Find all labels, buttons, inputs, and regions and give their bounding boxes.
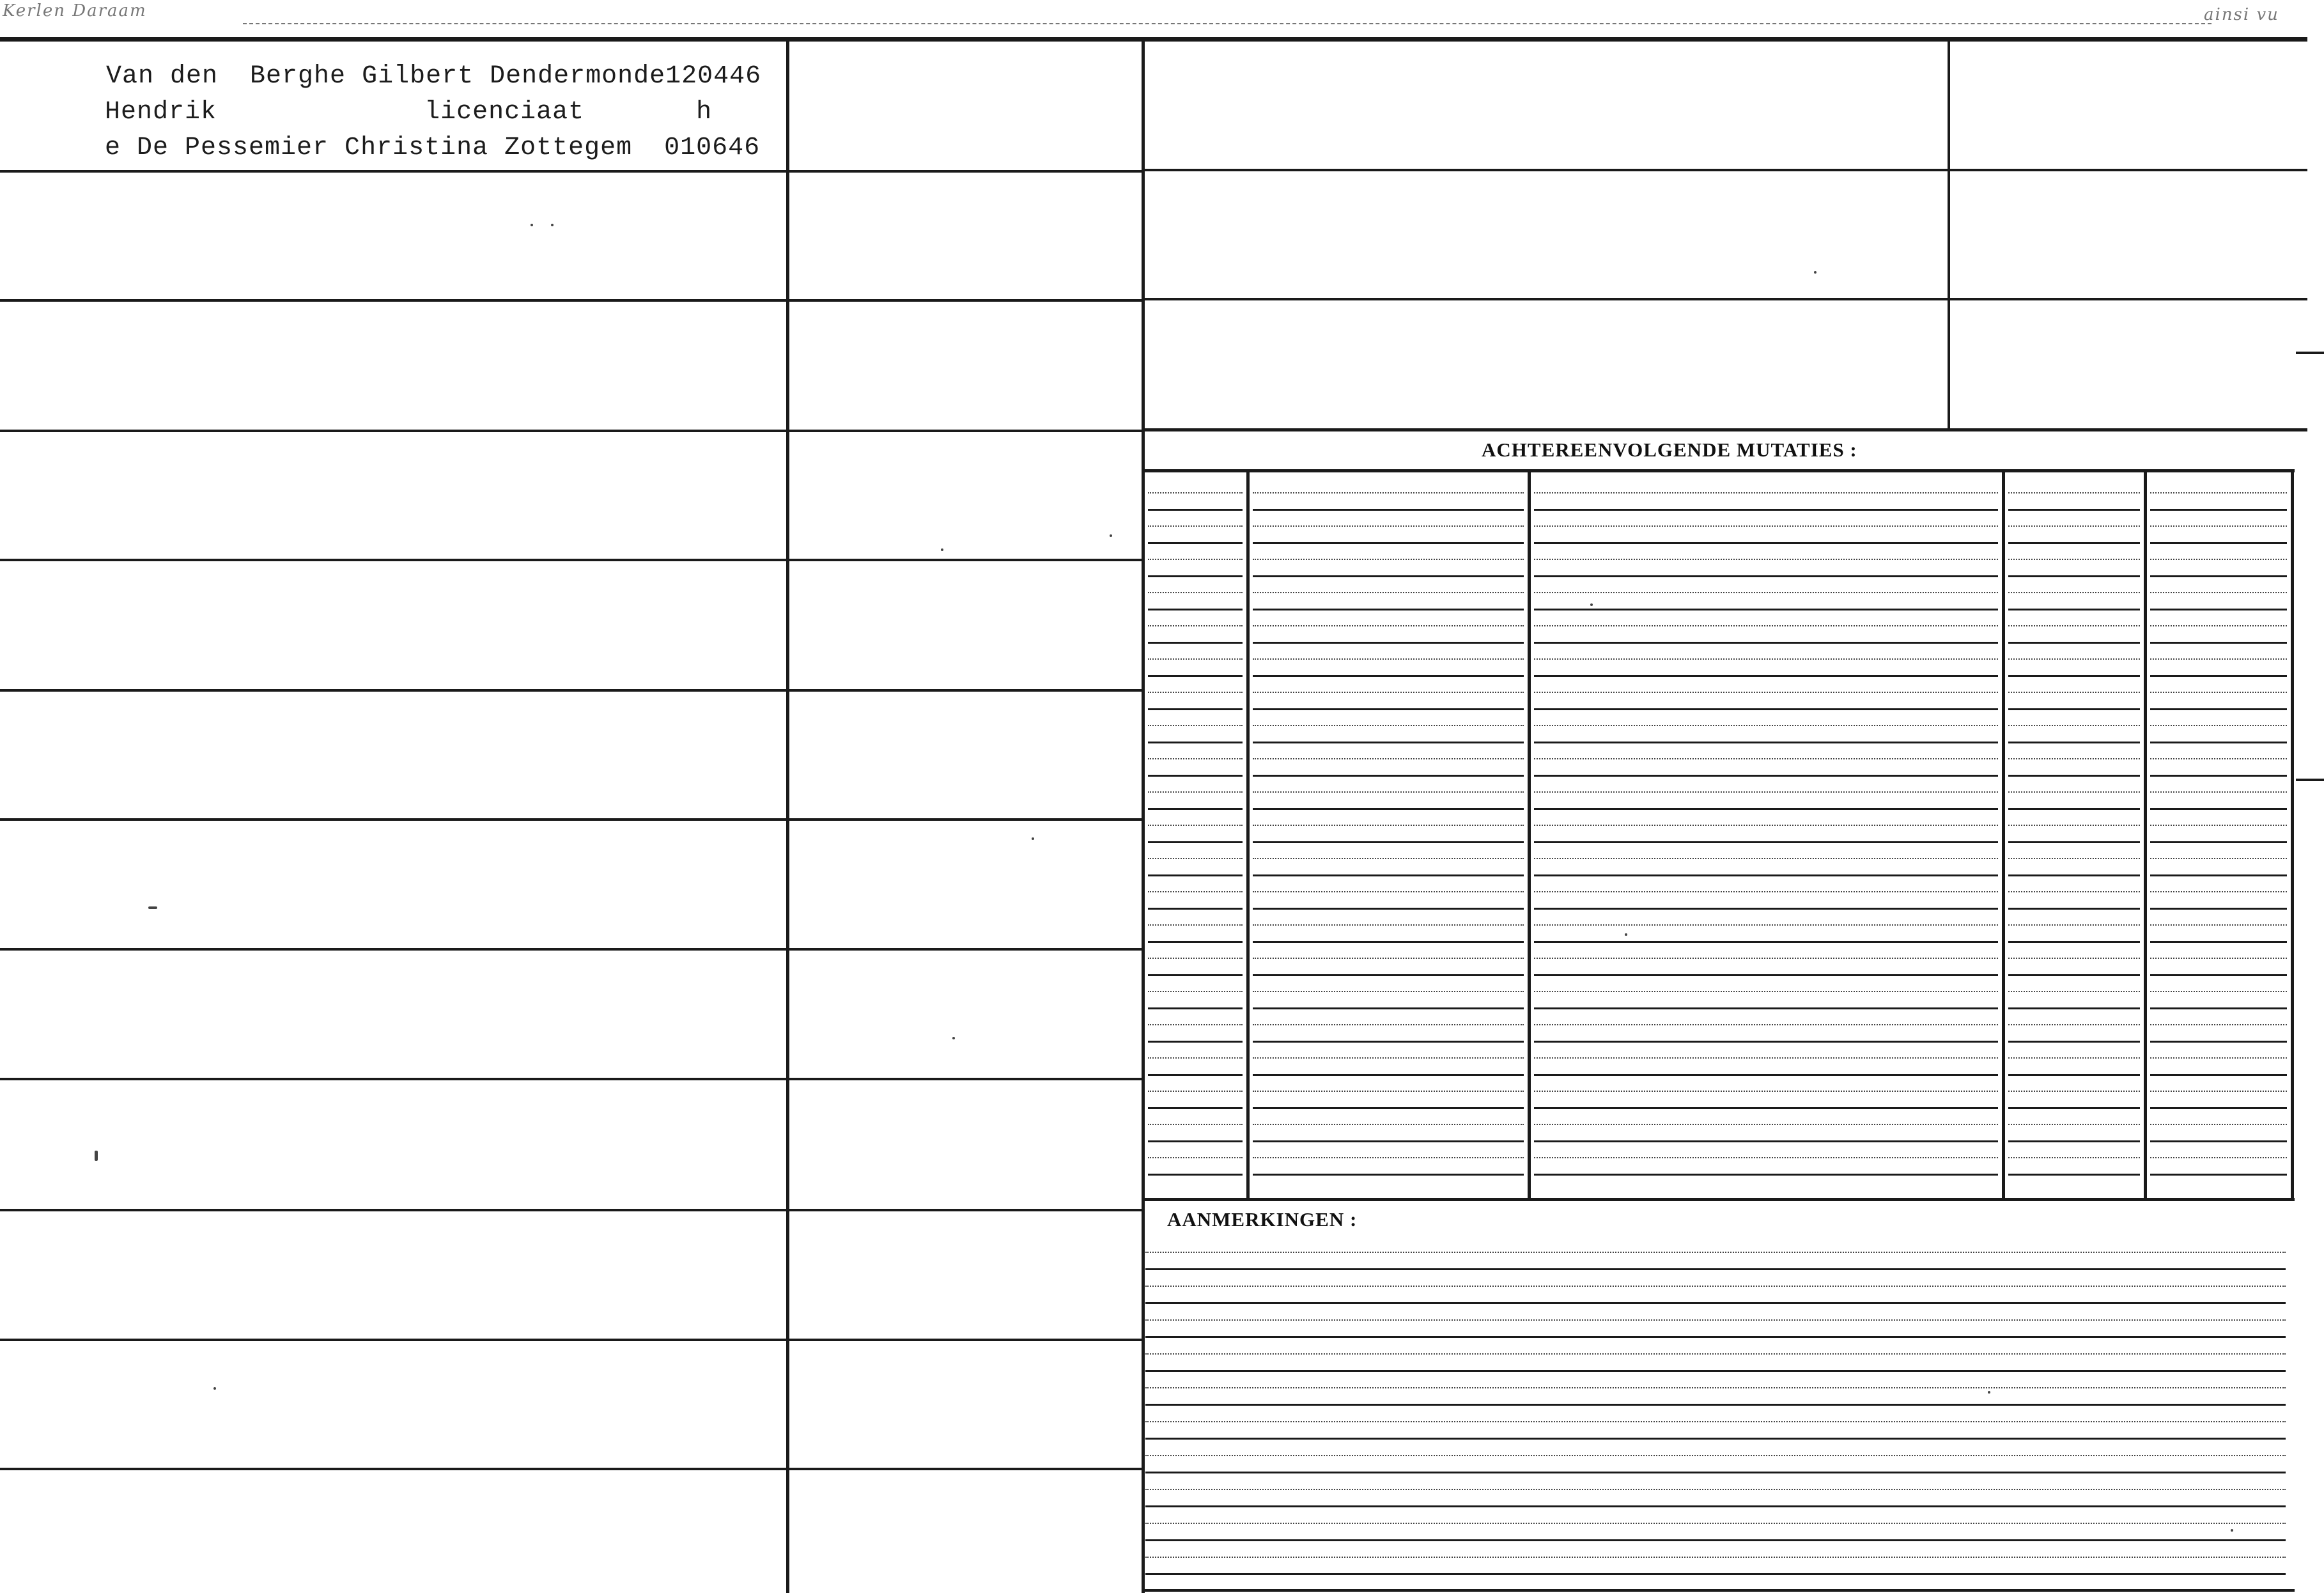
- mutations-row-rule: [1534, 941, 1998, 943]
- mutations-row-rule: [1253, 1157, 1524, 1158]
- mutations-row-rule: [1534, 509, 1998, 511]
- mutations-row-rule: [1253, 609, 1524, 610]
- mutations-row-rule: [2150, 941, 2287, 943]
- mutations-row-rule: [2008, 1074, 2140, 1076]
- mutations-row-rule: [1253, 1074, 1524, 1076]
- mutations-row-rule: [2150, 1157, 2287, 1158]
- grid-row-divider: [0, 1078, 1143, 1080]
- mutations-row-rule: [1148, 692, 1243, 693]
- mutations-row-rule: [2008, 808, 2140, 810]
- mutations-row-rule: [1534, 1041, 1998, 1043]
- mutations-row-rule: [1534, 825, 1998, 826]
- remarks-row-rule: [1145, 1319, 2286, 1321]
- scan-speck: [952, 1037, 955, 1039]
- mutations-row-rule: [2150, 725, 2287, 726]
- remarks-row-rule: [1145, 1523, 2286, 1524]
- mutations-row-rule: [1253, 941, 1524, 943]
- mutations-row-rule: [1148, 1074, 1243, 1076]
- mutations-row-rule: [1148, 725, 1243, 726]
- mutations-row-rule: [1148, 941, 1243, 943]
- mutations-row-rule: [2150, 1007, 2287, 1009]
- mutations-row-rule: [1148, 891, 1243, 892]
- grid-row-divider: [0, 948, 1143, 951]
- mutations-row-rule: [2150, 1024, 2287, 1025]
- mutations-row-rule: [2150, 509, 2287, 511]
- grid-row-divider: [0, 559, 1143, 561]
- grid-row-divider: [0, 1468, 1143, 1470]
- mutations-right-border: [2291, 470, 2294, 1199]
- scan-speck: [1110, 534, 1112, 537]
- mutations-row-rule: [2150, 525, 2287, 527]
- grid-row-divider: [0, 818, 1143, 821]
- mutations-row-rule: [1534, 991, 1998, 992]
- mutations-row-rule: [2150, 791, 2287, 793]
- mutations-row-rule: [1253, 1091, 1524, 1092]
- remarks-row-rule: [1145, 1302, 2286, 1304]
- mutations-row-rule: [1148, 1057, 1243, 1059]
- mutations-row-rule: [1148, 675, 1243, 677]
- mutations-row-rule: [1148, 825, 1243, 826]
- mutations-row-rule: [1148, 525, 1243, 527]
- mutations-row-rule: [1148, 1091, 1243, 1092]
- mutations-row-rule: [1534, 1074, 1998, 1076]
- mutations-row-rule: [1148, 1041, 1243, 1043]
- mutations-row-rule: [2150, 592, 2287, 593]
- right-box-divider: [1143, 298, 2307, 300]
- mutations-row-rule: [2150, 891, 2287, 892]
- remarks-row-rule: [1145, 1370, 2286, 1372]
- mutations-row-rule: [1534, 891, 1998, 892]
- mutations-row-rule: [1534, 958, 1998, 959]
- mutations-row-rule: [1148, 974, 1243, 976]
- mutations-row-rule: [1534, 841, 1998, 843]
- mutations-row-rule: [1534, 692, 1998, 693]
- mutations-row-rule: [1148, 758, 1243, 759]
- mutations-row-rule: [2008, 1157, 2140, 1158]
- margin-tick: [2296, 779, 2324, 781]
- mutations-row-rule: [1148, 924, 1243, 926]
- mutations-row-rule: [2150, 625, 2287, 626]
- header-handwriting-left: Kerlen Daraam: [3, 1, 147, 20]
- grid-row-divider: [0, 1339, 1143, 1341]
- grid-row-divider: [0, 689, 1143, 692]
- mutations-row-rule: [1253, 725, 1524, 726]
- mutations-row-rule: [1534, 625, 1998, 626]
- mutations-row-rule: [1253, 492, 1524, 493]
- grid-row-divider: [0, 1209, 1143, 1211]
- mutations-title: ACHTEREENVOLGENDE MUTATIES :: [1482, 439, 1857, 461]
- mutations-row-rule: [1253, 509, 1524, 511]
- header-dashed-rule: [243, 23, 2212, 24]
- mutations-row-rule: [1148, 991, 1243, 992]
- remarks-row-rule: [1145, 1455, 2286, 1456]
- mutations-row-rule: [2150, 1074, 2287, 1076]
- mutations-column-divider: [2002, 470, 2005, 1199]
- mutations-row-rule: [1253, 808, 1524, 810]
- mutations-row-rule: [1253, 1174, 1524, 1176]
- mutations-row-rule: [1253, 525, 1524, 527]
- mutations-row-rule: [1534, 775, 1998, 777]
- scan-speck: [1814, 271, 1817, 274]
- mutations-row-rule: [1253, 1024, 1524, 1025]
- scan-speck: [1032, 837, 1034, 840]
- mutations-row-rule: [1148, 559, 1243, 560]
- mutations-bottom-border: [1143, 1198, 2295, 1201]
- mutations-row-rule: [2008, 542, 2140, 544]
- mutations-row-rule: [1148, 575, 1243, 577]
- scan-speck: [1988, 1391, 1990, 1394]
- mutations-row-rule: [1253, 642, 1524, 644]
- mutations-column-divider: [1528, 470, 1531, 1199]
- column-divider-right-top: [1948, 37, 1950, 428]
- mutations-row-rule: [1253, 692, 1524, 693]
- mutations-row-rule: [2008, 874, 2140, 876]
- mutations-row-rule: [1253, 559, 1524, 560]
- mutations-row-rule: [2008, 509, 2140, 511]
- mutations-row-rule: [1253, 791, 1524, 793]
- mutations-row-rule: [2008, 692, 2140, 693]
- scan-speck: [1590, 603, 1593, 606]
- scan-speck: [531, 224, 533, 226]
- mutations-row-rule: [1534, 525, 1998, 527]
- mutations-row-rule: [1534, 1007, 1998, 1009]
- mutations-row-rule: [1534, 808, 1998, 810]
- mutations-row-rule: [2150, 642, 2287, 644]
- mutations-row-rule: [1253, 742, 1524, 743]
- mutations-row-rule: [1148, 908, 1243, 910]
- mutations-header-border: [1143, 469, 2295, 472]
- mutations-row-rule: [1148, 492, 1243, 493]
- scan-speck: [95, 1151, 98, 1161]
- remarks-row-rule: [1145, 1505, 2286, 1507]
- mutations-row-rule: [2150, 841, 2287, 843]
- mutations-row-rule: [1253, 708, 1524, 710]
- registry-entry-line-3: e De Pessemier Christina Zottegem 010646: [105, 134, 761, 162]
- mutations-row-rule: [2008, 609, 2140, 610]
- mutations-row-rule: [2008, 775, 2140, 777]
- mutations-row-rule: [1253, 858, 1524, 859]
- mutations-row-rule: [2008, 658, 2140, 660]
- mutations-row-rule: [2008, 725, 2140, 726]
- mutations-row-rule: [2008, 758, 2140, 759]
- scan-speck: [1625, 933, 1627, 936]
- mutations-row-rule: [2008, 841, 2140, 843]
- mutations-column-divider: [2144, 470, 2147, 1199]
- mutations-row-rule: [2150, 675, 2287, 677]
- mutations-row-rule: [1148, 509, 1243, 511]
- mutations-row-rule: [2008, 642, 2140, 644]
- mutations-row-rule: [1534, 1091, 1998, 1092]
- mutations-row-rule: [1534, 675, 1998, 677]
- mutations-row-rule: [2008, 525, 2140, 527]
- mutations-row-rule: [2008, 1007, 2140, 1009]
- mutations-row-rule: [1534, 1157, 1998, 1158]
- remarks-row-rule: [1145, 1286, 2286, 1287]
- mutations-row-rule: [1148, 708, 1243, 710]
- mutations-column-divider: [1246, 470, 1250, 1199]
- mutations-row-rule: [1148, 808, 1243, 810]
- mutations-row-rule: [1253, 775, 1524, 777]
- mutations-row-rule: [1534, 858, 1998, 859]
- mutations-row-rule: [1534, 658, 1998, 660]
- mutations-row-rule: [1148, 775, 1243, 777]
- top-border: [0, 37, 2307, 42]
- mutations-row-rule: [1148, 1174, 1243, 1176]
- mutations-row-rule: [2008, 592, 2140, 593]
- mutations-row-rule: [1148, 742, 1243, 743]
- margin-tick: [2296, 352, 2324, 354]
- mutations-row-rule: [1534, 642, 1998, 644]
- mutations-row-rule: [1148, 642, 1243, 644]
- mutations-row-rule: [1253, 974, 1524, 976]
- mutations-row-rule: [2150, 575, 2287, 577]
- mutations-row-rule: [2150, 808, 2287, 810]
- mutations-row-rule: [1148, 625, 1243, 626]
- grid-row-divider: [0, 299, 1143, 302]
- mutations-row-rule: [2008, 1091, 2140, 1092]
- mutations-row-rule: [2008, 791, 2140, 793]
- mutations-row-rule: [2008, 1174, 2140, 1176]
- remarks-row-rule: [1145, 1573, 2286, 1575]
- mutations-row-rule: [2150, 1107, 2287, 1109]
- mutations-row-rule: [1534, 908, 1998, 910]
- right-box-divider: [1143, 169, 2307, 171]
- mutations-row-rule: [1534, 1140, 1998, 1142]
- mutations-row-rule: [2008, 675, 2140, 677]
- mutations-row-rule: [2008, 974, 2140, 976]
- remarks-row-rule: [1145, 1268, 2286, 1270]
- mutations-row-rule: [1534, 708, 1998, 710]
- mutations-row-rule: [1534, 924, 1998, 926]
- grid-row-divider: [0, 430, 1143, 432]
- mutations-row-rule: [2008, 991, 2140, 992]
- mutations-row-rule: [1253, 758, 1524, 759]
- remarks-row-rule: [1145, 1472, 2286, 1473]
- mutations-row-rule: [1148, 958, 1243, 959]
- mutations-row-rule: [1148, 592, 1243, 593]
- remarks-row-rule: [1145, 1438, 2286, 1440]
- remarks-title: AANMERKINGEN :: [1167, 1208, 1358, 1231]
- mutations-row-rule: [1148, 1157, 1243, 1158]
- mutations-row-rule: [1534, 542, 1998, 544]
- mutations-row-rule: [2150, 492, 2287, 493]
- mutations-row-rule: [1148, 1024, 1243, 1025]
- mutations-top-border: [1143, 428, 2307, 431]
- mutations-row-rule: [1253, 991, 1524, 992]
- mutations-row-rule: [1148, 542, 1243, 544]
- registry-entry-line-1: Van den Berghe Gilbert Dendermonde120446: [106, 62, 762, 91]
- mutations-row-rule: [1253, 891, 1524, 892]
- mutations-row-rule: [2150, 991, 2287, 992]
- mutations-row-rule: [2150, 609, 2287, 610]
- mutations-row-rule: [2150, 708, 2287, 710]
- remarks-bottom-border: [1143, 1589, 2295, 1592]
- mutations-row-rule: [1253, 1007, 1524, 1009]
- mutations-row-rule: [1253, 924, 1524, 926]
- mutations-row-rule: [1253, 1140, 1524, 1142]
- mutations-row-rule: [2008, 858, 2140, 859]
- mutations-row-rule: [2008, 1024, 2140, 1025]
- mutations-row-rule: [1534, 758, 1998, 759]
- mutations-row-rule: [1148, 858, 1243, 859]
- mutations-row-rule: [1148, 1140, 1243, 1142]
- mutations-row-rule: [2008, 742, 2140, 743]
- mutations-row-rule: [1253, 675, 1524, 677]
- mutations-row-rule: [1253, 1041, 1524, 1043]
- mutations-row-rule: [1534, 1057, 1998, 1059]
- scan-speck: [941, 548, 943, 551]
- mutations-row-rule: [2150, 542, 2287, 544]
- mutations-row-rule: [2008, 708, 2140, 710]
- mutations-row-rule: [2008, 625, 2140, 626]
- mutations-row-rule: [1148, 841, 1243, 843]
- mutations-row-rule: [1253, 542, 1524, 544]
- remarks-row-rule: [1145, 1557, 2286, 1558]
- mutations-row-rule: [1534, 492, 1998, 493]
- mutations-row-rule: [2008, 908, 2140, 910]
- mutations-row-rule: [2008, 559, 2140, 560]
- mutations-row-rule: [2008, 1057, 2140, 1059]
- mutations-row-rule: [2150, 758, 2287, 759]
- remarks-row-rule: [1145, 1252, 2286, 1253]
- mutations-row-rule: [2150, 924, 2287, 926]
- mutations-row-rule: [2150, 1174, 2287, 1176]
- scan-speck: [551, 224, 554, 226]
- header-handwriting-right: ainsi vu: [2204, 5, 2279, 24]
- mutations-row-rule: [1253, 874, 1524, 876]
- mutations-row-rule: [2008, 958, 2140, 959]
- mutations-row-rule: [1148, 1124, 1243, 1125]
- mutations-row-rule: [2008, 575, 2140, 577]
- mutations-row-rule: [1534, 1107, 1998, 1109]
- mutations-row-rule: [2150, 742, 2287, 743]
- mutations-row-rule: [1253, 1124, 1524, 1125]
- mutations-row-rule: [1148, 609, 1243, 610]
- mutations-row-rule: [2008, 924, 2140, 926]
- mutations-row-rule: [2150, 1091, 2287, 1092]
- mutations-row-rule: [2150, 692, 2287, 693]
- scan-speck: [213, 1387, 216, 1390]
- mutations-row-rule: [1534, 609, 1998, 610]
- column-divider-left: [786, 37, 789, 1593]
- mutations-row-rule: [1148, 791, 1243, 793]
- mutations-row-rule: [2008, 825, 2140, 826]
- mutations-row-rule: [1534, 742, 1998, 743]
- mutations-row-rule: [2008, 1124, 2140, 1125]
- mutations-row-rule: [1253, 575, 1524, 577]
- mutations-row-rule: [2150, 974, 2287, 976]
- mutations-row-rule: [2150, 1124, 2287, 1125]
- mutations-row-rule: [2150, 1057, 2287, 1059]
- mutations-row-rule: [1253, 841, 1524, 843]
- mutations-row-rule: [2150, 559, 2287, 560]
- mutations-row-rule: [1534, 559, 1998, 560]
- mutations-row-rule: [1534, 592, 1998, 593]
- mutations-row-rule: [2150, 825, 2287, 826]
- remarks-row-rule: [1145, 1421, 2286, 1422]
- mutations-row-rule: [1253, 1057, 1524, 1059]
- mutations-row-rule: [1253, 825, 1524, 826]
- remarks-row-rule: [1145, 1387, 2286, 1388]
- mutations-row-rule: [1534, 1124, 1998, 1125]
- mutations-row-rule: [2008, 941, 2140, 943]
- mutations-row-rule: [1253, 625, 1524, 626]
- mutations-row-rule: [1534, 575, 1998, 577]
- mutations-row-rule: [1148, 1107, 1243, 1109]
- mutations-row-rule: [2150, 1140, 2287, 1142]
- remarks-row-rule: [1145, 1353, 2286, 1355]
- mutations-row-rule: [2150, 958, 2287, 959]
- mutations-row-rule: [1148, 874, 1243, 876]
- mutations-row-rule: [1148, 1007, 1243, 1009]
- mutations-row-rule: [2008, 891, 2140, 892]
- mutations-row-rule: [2008, 1140, 2140, 1142]
- mutations-row-rule: [2150, 858, 2287, 859]
- mutations-row-rule: [2150, 874, 2287, 876]
- mutations-row-rule: [1534, 1174, 1998, 1176]
- mutations-row-rule: [2150, 1041, 2287, 1043]
- remarks-row-rule: [1145, 1404, 2286, 1406]
- mutations-row-rule: [1253, 658, 1524, 660]
- mutations-row-rule: [1253, 908, 1524, 910]
- mutations-row-rule: [1253, 592, 1524, 593]
- registry-entry-line-2: Hendrik licenciaat h: [105, 98, 713, 127]
- mutations-row-rule: [2008, 1107, 2140, 1109]
- mutations-row-rule: [1253, 958, 1524, 959]
- mutations-row-rule: [1534, 874, 1998, 876]
- scan-speck: [148, 906, 157, 909]
- mutations-row-rule: [1534, 974, 1998, 976]
- remarks-row-rule: [1145, 1336, 2286, 1338]
- mutations-row-rule: [2150, 908, 2287, 910]
- grid-row-divider: [0, 170, 1143, 173]
- scan-speck: [2231, 1529, 2233, 1532]
- mutations-row-rule: [1534, 1024, 1998, 1025]
- mutations-row-rule: [1148, 658, 1243, 660]
- column-divider-main: [1142, 37, 1145, 1593]
- mutations-row-rule: [2150, 775, 2287, 777]
- mutations-row-rule: [2008, 1041, 2140, 1043]
- mutations-row-rule: [1253, 1107, 1524, 1109]
- mutations-row-rule: [1534, 725, 1998, 726]
- remarks-row-rule: [1145, 1489, 2286, 1490]
- mutations-row-rule: [2150, 658, 2287, 660]
- mutations-row-rule: [2008, 492, 2140, 493]
- remarks-row-rule: [1145, 1539, 2286, 1541]
- mutations-row-rule: [1534, 791, 1998, 793]
